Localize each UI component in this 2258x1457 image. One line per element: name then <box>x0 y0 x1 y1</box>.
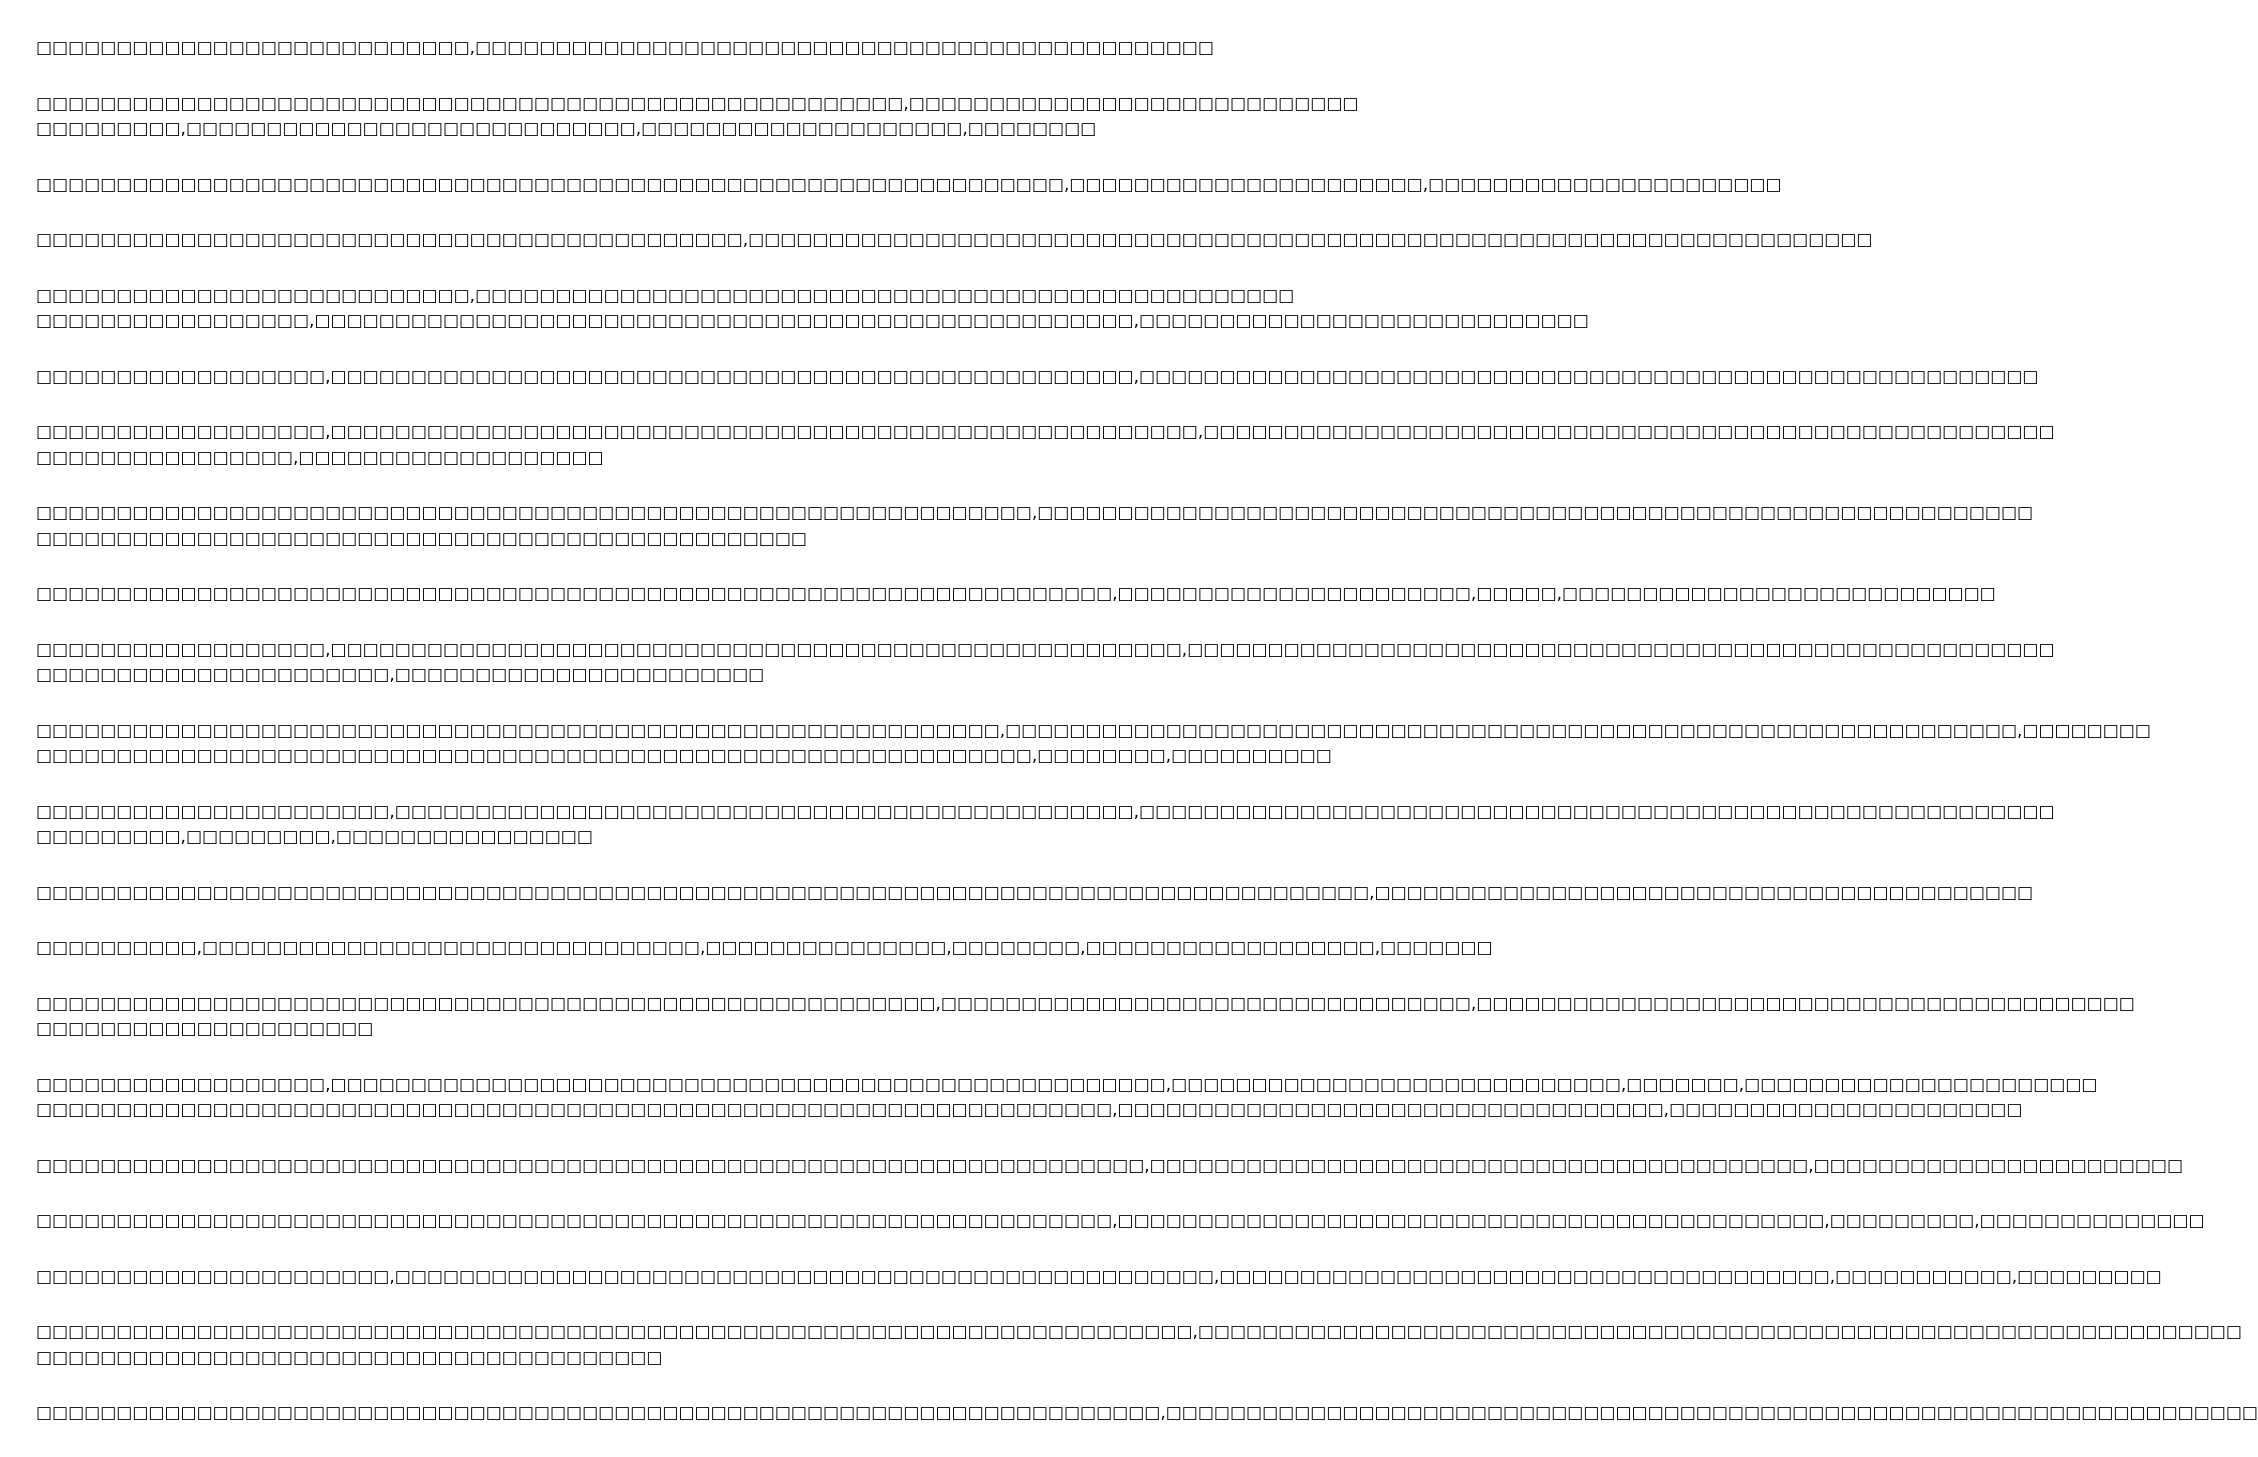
paragraph <box>36 284 1589 335</box>
paragraph <box>36 1320 2242 1371</box>
text-line: □□□□□□□□□□□□□□□□□□□□□□□□□□□,□□□□□□□□□□□□□□□□□□□□□□□□□□□□□□□□□□□□□□□□□□□□□□□□□□□ <box>36 285 1295 306</box>
text-line: □□□□□□□□□,□□□□□□□□□,□□□□□□□□□□□□□□□□ <box>36 827 593 847</box>
text-line: □□□□□□□□□□□□□□□□□□,□□□□□□□□□□□□□□□□□□□□□□□□□□□□□□□□□□□□□□□□□□□□□□□□□□□□□□,□□□□□□□□□□□□□□□□□□□□□□□□□□□□□□□□□□□□□□□□□□□□□□□□□□□□□ <box>36 422 2055 442</box>
paragraph <box>36 501 2034 552</box>
paragraph <box>36 1265 2162 1291</box>
paragraph <box>36 173 1782 199</box>
text-line: □□□□□□□□□□□□□□□□□□□□□□,□□□□□□□□□□□□□□□□□□□□□□□□□□□□□□□□□□□□□□□□□□□□□□,□□□□□□□□□□□□□□□□□□□□□□□□□□□□□□□□□□□□□□□□□□□□□□□□□□□□□□□□□ <box>36 801 2055 822</box>
paragraph <box>36 719 2151 770</box>
paragraph <box>36 1154 2184 1180</box>
paragraph <box>36 1073 2098 1124</box>
text-line: □□□□□□□□□□□□□□□□□□□□□□□□□□□□□□□□□□□□□□□□□□□□□□□□□□□□□□□□□□□□□□□□,□□□□□□□□□□□□□□□□□□□□□□,□□□□□□□□□□□□□□□□□□□□□□ <box>36 174 1782 195</box>
text-line: □□□□□□□□□□□□□□□□□□□□□□,□□□□□□□□□□□□□□□□□□□□□□□□□□□□□□□□□□□□□□□□□□□□□□□□□□□,□□□□□□□□□□□□□□□□□□□□□□□□□□□□□□□□□□□□□□,□□□□□□□□□□□,□□□□□□□□□ <box>36 1266 2162 1287</box>
text-line: □□□□□□□□□□□□□□□□□□□□□ <box>36 1019 374 1039</box>
text-line: □□□□□□□□□□□□□□□□□□□□□□□□□□□□□□□□□□□□□□□□□□□□□□□□ <box>36 528 807 549</box>
paragraph <box>36 36 1214 62</box>
text-line: □□□□□□□□□□□□□□□□□□□□□□,□□□□□□□□□□□□□□□□□□□□□□□ <box>36 665 765 685</box>
text-line: □□□□□□□□□,□□□□□□□□□□□□□□□□□□□□□□□□□□□□,□□□□□□□□□□□□□□□□□□□□,□□□□□□□□ <box>36 119 1097 139</box>
text-line: □□□□□□□□□□□□□□□□□□,□□□□□□□□□□□□□□□□□□□□□□□□□□□□□□□□□□□□□□□□□□□□□□□□□□,□□□□□□□□□□□□□□□□□□□□□□□□□□□□□□□□□□□□□□□□□□□□□□□□□□□□□□□□ <box>36 366 2039 387</box>
text-line: □□□□□□□□□□□□□□□□□□□□□□□□□□□□□□□□□□□□□□□□□□□□□□□□□□□□□□□□□□□□□□□□□□□,□□□□□□□□□□□□□□□□□□□□□□,□□□□□,□□□□□□□□□□□□□□□□□□□□□□□□□□□ <box>36 584 1996 604</box>
text-line: □□□□□□□□□□□□□□□□□□□□□□□□□□□□□□□□□□□□□□□□□□□□□□□□□□□□□□□□,□□□□□□□□□□□□□□□□□□□□□□□□□□□□□□□□□,□□□□□□□□□□□□□□□□□□□□□□□□□□□□□□□□□□□□□□□□□ <box>36 993 2135 1014</box>
paragraph <box>36 992 2135 1043</box>
paragraph <box>36 800 2055 851</box>
paragraph <box>36 936 1493 962</box>
text-line: □□□□□□□□□□□□□□□□□□□□□□□□□□□□□□□□□□□□□□□□□□□□□□□□□□□□□□□□□□□□□□□□□□□□□,□□□□□□□□□□□□□□□□□□□□□□□□□□□□□□□□□□□□□□□□□,□□□□□□□□□□□□□□□□□□□□□□□ <box>36 1155 2184 1176</box>
text-line: □□□□□□□□□□□□□□□□□□□□□□□□□□□□□□□□□□□□□□□□□□□□□□□□□□□□□□□□□□□□□□,□□□□□□□□□□□□□□□□□□□□□□□□□□□□□□□□□□□□□□□□□□□□□□□□□□□□□□□□□□□□□□ <box>36 503 2034 523</box>
text-line: □□□□□□□□□□□□□□□□□□□□□□□□□□□□□□□□□□□□□□□□□□□□□□□□□□□□□□,□□□□□□□□□□□□□□□□□□□□□□□□□□□□ <box>36 93 1359 114</box>
text-line: □□□□□□□□□□□□□□□□□,□□□□□□□□□□□□□□□□□□□□□□□□□□□□□□□□□□□□□□□□□□□□□□□□□□□,□□□□□□□□□□□□□□□□□□□□□□□□□□□□ <box>36 311 1589 331</box>
text-line: □□□□□□□□□□□□□□□□□□□□□□□□□□□□□□□□□□□□□□□□□□□□□□□□□□□□□□□□□□□□□□□□□□□□□□,□□□□□□□□□□□□□□□□□□□□□□□□□□□□□□□□□□□□□□□□□□□□□□□□□□□□□□□□□□□□□□□□□□□□ <box>36 1403 2258 1423</box>
text-line: □□□□□□□□□□□□□□□□□□□□□□□□□□□□□□□□□□□□□□□□□□□□□□□□□□□□□□□□□□□□□□□□□□□,□□□□□□□□□□□□□□□□□□□□□□□□□□□□□□□□□□,□□□□□□□□□□□□□□□□□□□□□□ <box>36 1100 2023 1120</box>
text-line: □□□□□□□□□□□□□□□□□□□□□□□□□□□,□□□□□□□□□□□□□□□□□□□□□□□□□□□□□□□□□□□□□□□□□□□□□□ <box>36 38 1214 58</box>
paragraph <box>36 1401 2258 1427</box>
paragraph <box>36 582 1996 608</box>
text-line: □□□□□□□□□□□□□□□□□□,□□□□□□□□□□□□□□□□□□□□□□□□□□□□□□□□□□□□□□□□□□□□□□□□□□□□□,□□□□□□□□□□□□□□□□□□□□□□□□□□□□□□□□□□□□□□□□□□□□□□□□□□□□□□ <box>36 639 2055 660</box>
text-line: □□□□□□□□□□□□□□□□□□□□□□□□□□□□□□□□□□□□□□□□□□□□□□□□□□□□□□□□□□□□□□□□□□□,□□□□□□□□□□□□□□□□□□□□□□□□□□□□□□□□□□□□□□□□□□□□,□□□□□□□□□,□□□□□□□□□□□□□□ <box>36 1211 2205 1231</box>
text-line: □□□□□□□□□□□□□□□□□□□□□□□□□□□□□□□□□□□□□□□ <box>36 1347 663 1368</box>
text-line: □□□□□□□□□□□□□□□□□□□□□□□□□□□□□□□□□□□□□□□□□□□□,□□□□□□□□□□□□□□□□□□□□□□□□□□□□□□□□□□□□□□□□□□□□□□□□□□□□□□□□□□□□□□□□□□□□□□ <box>36 230 1873 250</box>
paragraph <box>36 92 1359 143</box>
paragraph <box>36 420 2055 471</box>
text-line: □□□□□□□□□□,□□□□□□□□□□□□□□□□□□□□□□□□□□□□□□□,□□□□□□□□□□□□□□□,□□□□□□□□,□□□□□□□□□□□□□□□□□□,□□□□□□□ <box>36 938 1493 958</box>
paragraph <box>36 1209 2205 1235</box>
text-line: □□□□□□□□□□□□□□□□□□□□□□□□□□□□□□□□□□□□□□□□□□□□□□□□□□□□□□□□□□□□□□,□□□□□□□□,□□□□□□□□□□ <box>36 746 1332 766</box>
paragraph <box>36 881 2034 907</box>
text-line: □□□□□□□□□□□□□□□□,□□□□□□□□□□□□□□□□□□□ <box>36 447 604 468</box>
paragraph <box>36 638 2055 689</box>
text-line: □□□□□□□□□□□□□□□□□□,□□□□□□□□□□□□□□□□□□□□□□□□□□□□□□□□□□□□□□□□□□□□□□□□□□□□,□□□□□□□□□□□□□□□□□□□□□□□□□□□□,□□□□□□□,□□□□□□□□□□□□□□□□□□□□□□ <box>36 1074 2098 1095</box>
text-line: □□□□□□□□□□□□□□□□□□□□□□□□□□□□□□□□□□□□□□□□□□□□□□□□□□□□□□□□□□□□,□□□□□□□□□□□□□□□□□□□□□□□□□□□□□□□□□□□□□□□□□□□□□□□□□□□□□□□□□□□□□□□,□□□□□□□□ <box>36 720 2151 741</box>
text-line: □□□□□□□□□□□□□□□□□□□□□□□□□□□□□□□□□□□□□□□□□□□□□□□□□□□□□□□□□□□□□□□□□□□□□□□□□□□□□□□□□□□,□□□□□□□□□□□□□□□□□□□□□□□□□□□□□□□□□□□□□□□□□ <box>36 882 2034 903</box>
document-body <box>36 36 2258 1457</box>
paragraph <box>36 365 2039 391</box>
paragraph <box>36 228 1873 254</box>
text-line: □□□□□□□□□□□□□□□□□□□□□□□□□□□□□□□□□□□□□□□□□□□□□□□□□□□□□□□□□□□□□□□□□□□□□□□□,□□□□□□□□□□□□□□□□□□□□□□□□□□□□□□□□□□□□□□□□□□□□□□□□□□□□□□□□□□□□□□□□□ <box>36 1322 2242 1342</box>
